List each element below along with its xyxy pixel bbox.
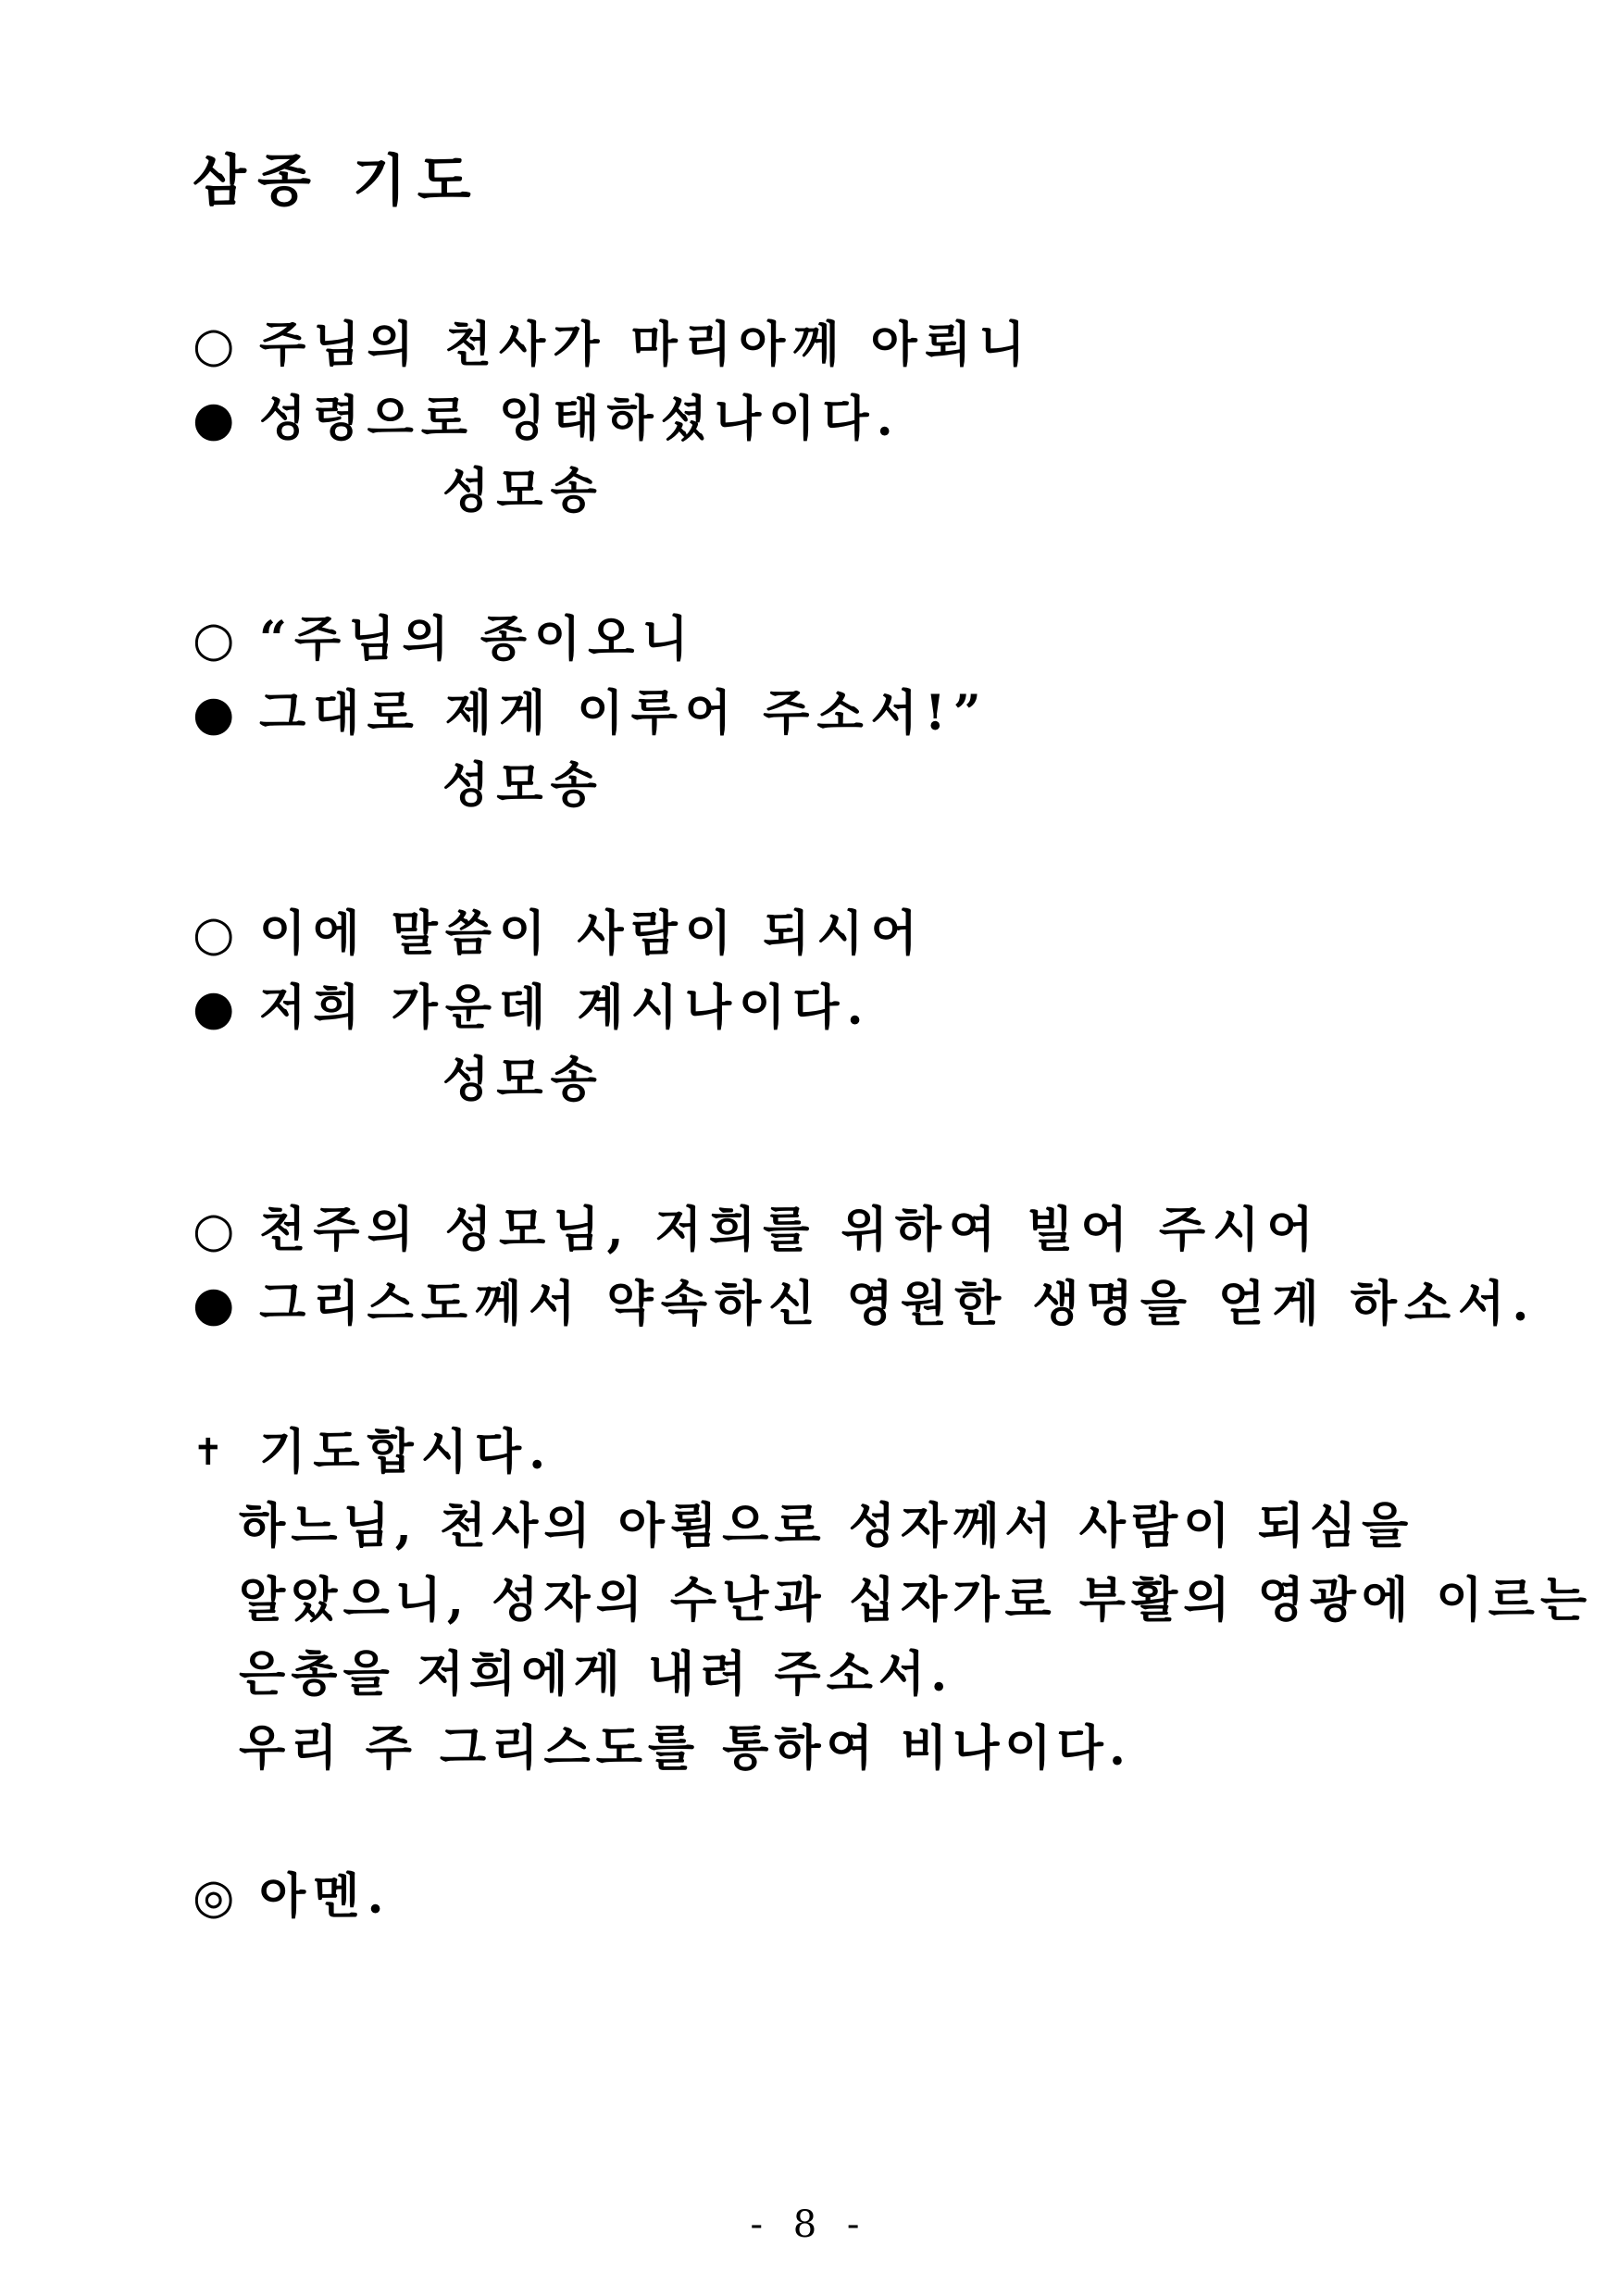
double-circle-icon: ◎: [193, 1869, 243, 1925]
prayer-line: 하느님, 천사의 아룀으로 성자께서 사람이 되심을: [239, 1498, 1414, 1554]
prayer-line: 우리 주 그리스도를 통하여 비나이다.: [239, 1720, 1131, 1777]
versicle-line: [193, 905, 925, 963]
page-number: - 8 -: [750, 2203, 869, 2246]
prayer-heading-text: 기도합시다.: [259, 1424, 554, 1480]
filled-circle-icon: ●: [193, 392, 243, 447]
versicle-text: 주님의 천사가 마리아께 아뢰니: [259, 317, 1033, 373]
versicle-text: 이에 말씀이 사람이 되시어: [259, 905, 925, 962]
response-text: 그대로 제게 이루어 주소서!”: [259, 685, 989, 742]
response-text: 그리스도께서 약속하신 영원한 생명을 얻게 하소서.: [259, 1276, 1537, 1332]
cross-icon: ✝: [193, 1431, 231, 1474]
open-circle-icon: ○: [193, 906, 243, 962]
filled-circle-icon: ●: [193, 980, 243, 1036]
response-line: [193, 1276, 1537, 1333]
response-line: [193, 980, 871, 1037]
filled-circle-icon: ●: [193, 686, 243, 742]
page-title: 삼종 기도: [193, 149, 482, 214]
open-circle-icon: ○: [193, 612, 243, 668]
prayer-heading: [193, 1424, 553, 1481]
response-text: 저희 가운데 계시나이다.: [259, 980, 871, 1036]
hail-mary-note: 성모송: [442, 463, 604, 519]
amen-text: 아멘.: [259, 1868, 392, 1925]
versicle-line: [193, 1202, 1321, 1259]
response-text: 성령으로 잉태하셨나이다.: [259, 391, 901, 447]
response-line: [193, 391, 901, 448]
open-circle-icon: ○: [193, 318, 243, 373]
versicle-text: 천주의 성모님, 저희를 위하여 빌어 주시어: [259, 1202, 1321, 1258]
response-line: [193, 685, 989, 742]
prayer-line: 알았으니, 성자의 수난과 십자가로 부활의 영광에 이르는: [239, 1572, 1593, 1628]
versicle-line: [193, 317, 1032, 374]
versicle-text: “주님의 종이오니: [259, 611, 696, 668]
versicle-line: [193, 611, 696, 668]
open-circle-icon: ○: [193, 1203, 243, 1258]
prayer-line: 은총을 저희에게 내려 주소서.: [239, 1646, 953, 1703]
hail-mary-note: 성모송: [442, 1052, 604, 1108]
hail-mary-note: 성모송: [442, 757, 604, 814]
filled-circle-icon: ●: [193, 1277, 243, 1332]
amen-line: [193, 1868, 392, 1926]
